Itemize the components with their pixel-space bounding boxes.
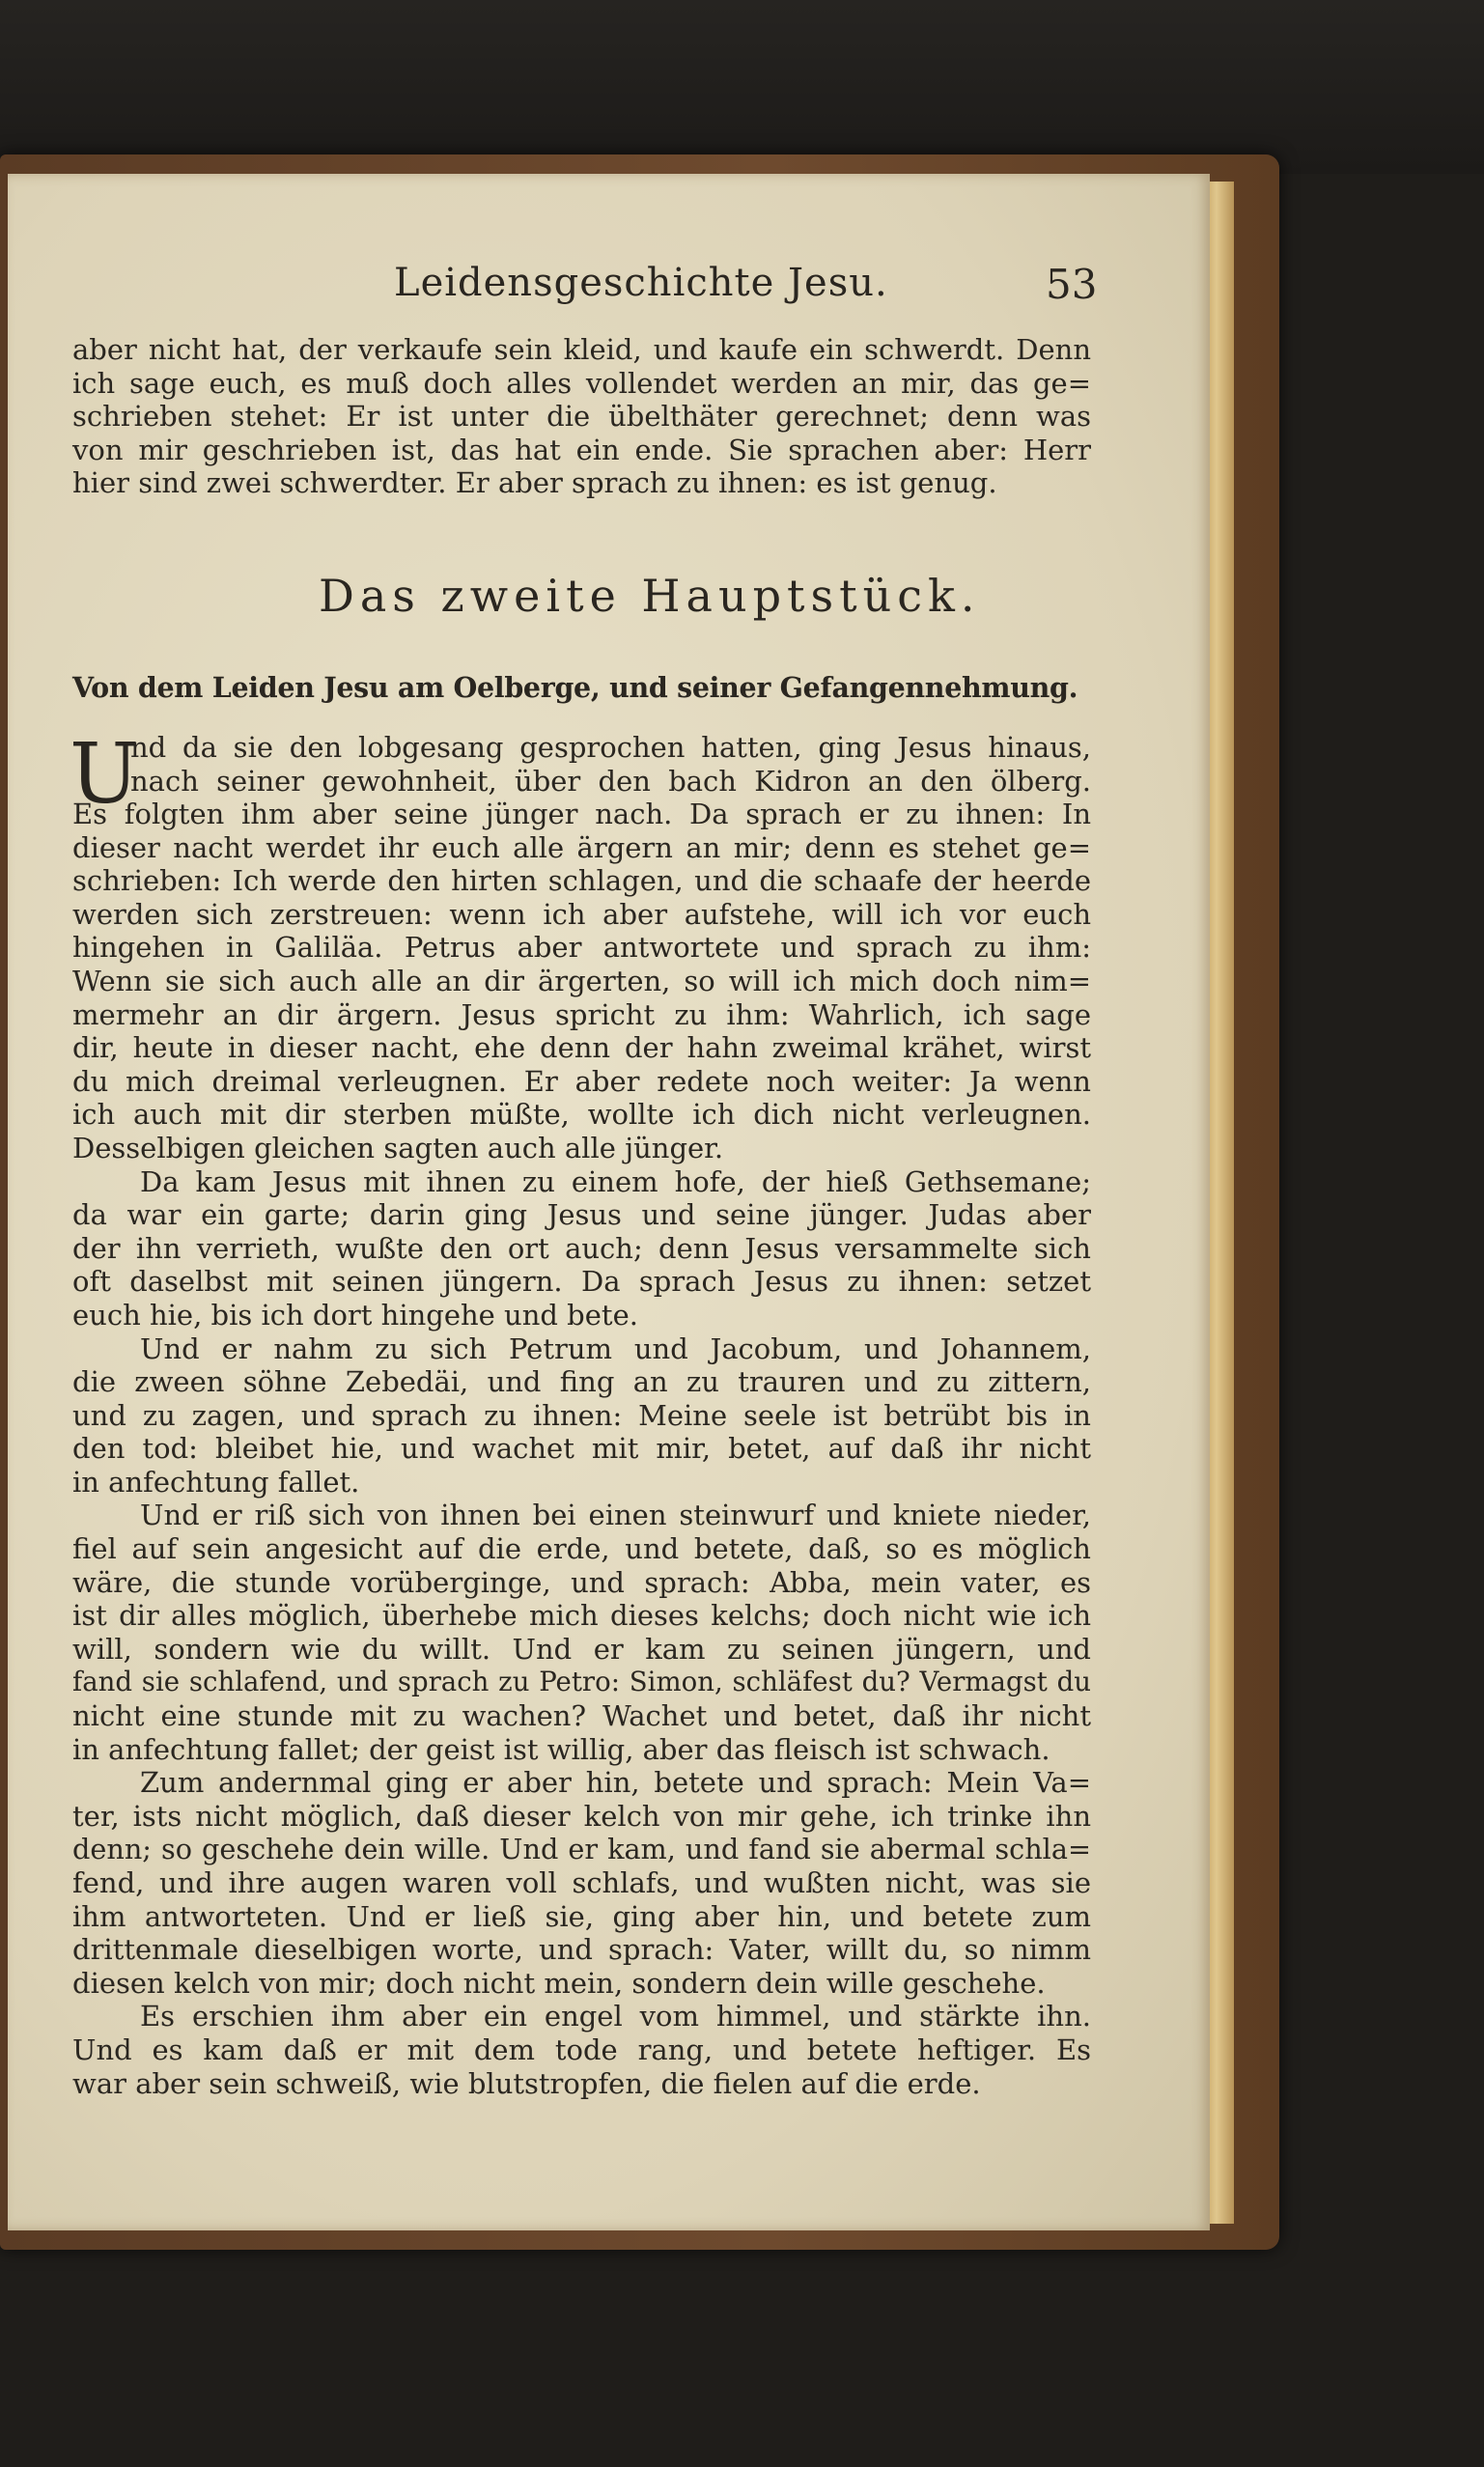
text-line: Und er riß sich von ihnen bei einen steinwurf und kniete nieder, xyxy=(140,1499,1091,1532)
text-line: Wenn sie sich auch alle an dir ärgerten, so will ich mich doch nim= xyxy=(72,964,1091,997)
text-line: die zween söhne Zebedäi, und fing an zu trauren und zu zittern, xyxy=(72,1365,1091,1399)
text-line: oft daselbst mit seinen jüngern. Da sprach Jesus zu ihnen: setzet xyxy=(72,1265,1091,1299)
text-line: da war ein garte; darin ging Jesus und seine jünger. Judas aber xyxy=(72,1198,1091,1232)
text-line: der ihn verrieth, wußte den ort auch; denn Jesus versammelte sich xyxy=(72,1231,1091,1265)
text-line: ich sage euch, es muß doch alles vollendet werden an mir, das ge= xyxy=(72,366,1091,400)
text-line: schrieben: Ich werde den hirten schlagen, und die schaafe der heerde xyxy=(72,864,1091,898)
text-line: du mich dreimal verleugnen. Er aber redete noch weiter: Ja wenn xyxy=(72,1064,1091,1098)
text-line: Es erschien ihm aber ein engel vom himmel, und stärkte ihn. xyxy=(140,2000,1091,2033)
text-line: den tod: bleibet hie, und wachet mit mir, betet, auf daß ihr nicht xyxy=(72,1432,1091,1466)
text-line: dir, heute in dieser nacht, ehe denn der hahn zweimal krähet, wirst xyxy=(72,1031,1091,1065)
text-line: Desselbigen gleichen sagten auch alle jünger. xyxy=(72,1131,724,1164)
text-line: in anfechtung fallet. xyxy=(72,1465,360,1499)
text-line: Es folgten ihm aber seine jünger nach. Da sprach er zu ihnen: In xyxy=(72,798,1091,830)
text-line: dieser nacht werdet ihr euch alle ärgern an mir; denn es stehet ge= xyxy=(72,830,1091,864)
text-line: nd da sie den lobgesang gesprochen hatten, ging Jesus hinaus, xyxy=(130,731,1091,764)
section-title: Von dem Leiden Jesu am Oelberge, und seiner Gefangennehmung. xyxy=(72,671,1078,704)
text-line: will, sondern wie du willt. Und er kam zu seinen jüngern, und xyxy=(72,1632,1091,1666)
text-line: ter, ists nicht möglich, daß dieser kelch von mir gehe, ich trinke ihn xyxy=(72,1799,1091,1833)
text-line: nicht eine stunde mit zu wachen? Wachet und betet, daß ihr nicht xyxy=(72,1699,1091,1733)
chapter-title: Das zweite Hauptstück. xyxy=(319,570,981,622)
text-line: fand sie schlafend, und sprach zu Petro: Simon, schläfest du? Vermagst du xyxy=(72,1666,1091,1698)
page-number: 53 xyxy=(1046,261,1098,308)
main-paragraph xyxy=(72,798,1091,2100)
drop-cap: U xyxy=(70,726,140,823)
running-head: Leidensgeschichte Jesu. xyxy=(394,261,888,305)
text-line: diesen kelch von mir; doch nicht mein, sondern dein wille geschehe. xyxy=(72,1966,1046,2000)
text-line: ich auch mit dir sterben müßte, wollte ich dich nicht verleugnen. xyxy=(72,1098,1091,1132)
text-line: ist dir alles möglich, überhebe mich dieses kelchs; doch nicht wie ich xyxy=(72,1599,1091,1633)
text-line: Zum andernmal ging er aber hin, betete und sprach: Mein Va= xyxy=(140,1766,1091,1800)
text-line: fiel auf sein angesicht auf die erde, und betete, daß, so es möglich xyxy=(72,1532,1091,1566)
text-line: in anfechtung fallet; der geist ist willig, aber das fleisch ist schwach. xyxy=(72,1732,1050,1766)
text-line: von mir geschrieben ist, das hat ein ende. Sie sprachen aber: Herr xyxy=(72,433,1091,466)
text-line: werden sich zerstreuen: wenn ich aber aufstehe, will ich vor euch xyxy=(72,897,1091,931)
text-line: hingehen in Galiläa. Petrus aber antwortete und sprach zu ihm: xyxy=(72,931,1091,965)
text-line: denn; so geschehe dein wille. Und er kam, und fand sie abermal schla= xyxy=(72,1833,1091,1866)
text-line: hier sind zwei schwerdter. Er aber sprach zu ihnen: es ist genug. xyxy=(72,466,997,500)
text-line: Und er nahm zu sich Petrum und Jacobum, und Johannem, xyxy=(140,1332,1091,1365)
text-line: euch hie, bis ich dort hingehe und bete. xyxy=(72,1298,638,1332)
text-line: fend, und ihre augen waren voll schlafs, und wußten nicht, was sie xyxy=(72,1866,1091,1899)
text-line: war aber sein schweiß, wie blutstropfen, die fielen auf die erde. xyxy=(72,2066,981,2100)
text-line: aber nicht hat, der verkaufe sein kleid, und kaufe ein schwerdt. Denn xyxy=(72,333,1091,366)
text-line: ihm antworteten. Und er ließ sie, ging aber hin, und betete zum xyxy=(72,1899,1091,1933)
text-line: Da kam Jesus mit ihnen zu einem hofe, der hieß Gethsemane; xyxy=(140,1164,1091,1198)
text-line: und zu zagen, und sprach zu ihnen: Meine seele ist betrübt bis in xyxy=(72,1398,1091,1432)
text-line: nach seiner gewohnheit, über den bach Kidron an den ölberg. xyxy=(130,764,1091,798)
background-surface xyxy=(0,0,1484,174)
opening-lines xyxy=(130,731,1091,798)
top-paragraph xyxy=(72,333,1091,500)
text-line: Und es kam daß er mit dem tode rang, und betete heftiger. Es xyxy=(72,2032,1091,2066)
text-line: schrieben stehet: Er ist unter die übelthäter gerechnet; denn was xyxy=(72,400,1091,434)
text-line: drittenmale dieselbigen worte, und sprach: Vater, willt du, so nimm xyxy=(72,1933,1091,1967)
text-line: wäre, die stunde vorüberginge, und sprach: Abba, mein vater, es xyxy=(72,1565,1091,1599)
text-line: mermehr an dir ärgern. Jesus spricht zu ihm: Wahrlich, ich sage xyxy=(72,997,1091,1031)
